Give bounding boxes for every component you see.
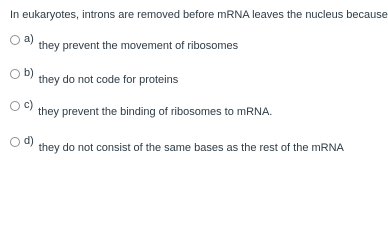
answer-option-a[interactable]: [10, 34, 238, 53]
radio-button-b[interactable]: [10, 69, 20, 79]
answer-option-c[interactable]: [10, 100, 272, 119]
answer-option-b[interactable]: [10, 68, 178, 87]
answer-option-d[interactable]: [10, 136, 344, 155]
radio-button-d[interactable]: [10, 137, 20, 147]
option-text-d: they do not consist of the same bases as the rest of the mRNA: [38, 142, 344, 154]
option-letter-a: a): [24, 33, 34, 45]
radio-button-c[interactable]: [10, 101, 20, 111]
option-letter-d: d): [24, 135, 34, 147]
radio-button-a[interactable]: [10, 35, 20, 45]
option-letter-c: c): [24, 99, 34, 111]
option-text-a: they prevent the movement of ribosomes: [38, 40, 239, 52]
option-letter-b: b): [24, 67, 34, 79]
option-text-b: they do not code for proteins: [38, 74, 179, 86]
option-text-c: they prevent the binding of ribosomes to mRNA.: [38, 106, 273, 118]
question-text: In eukaryotes, introns are removed before mRNA leaves the nucleus because: [10, 9, 388, 21]
